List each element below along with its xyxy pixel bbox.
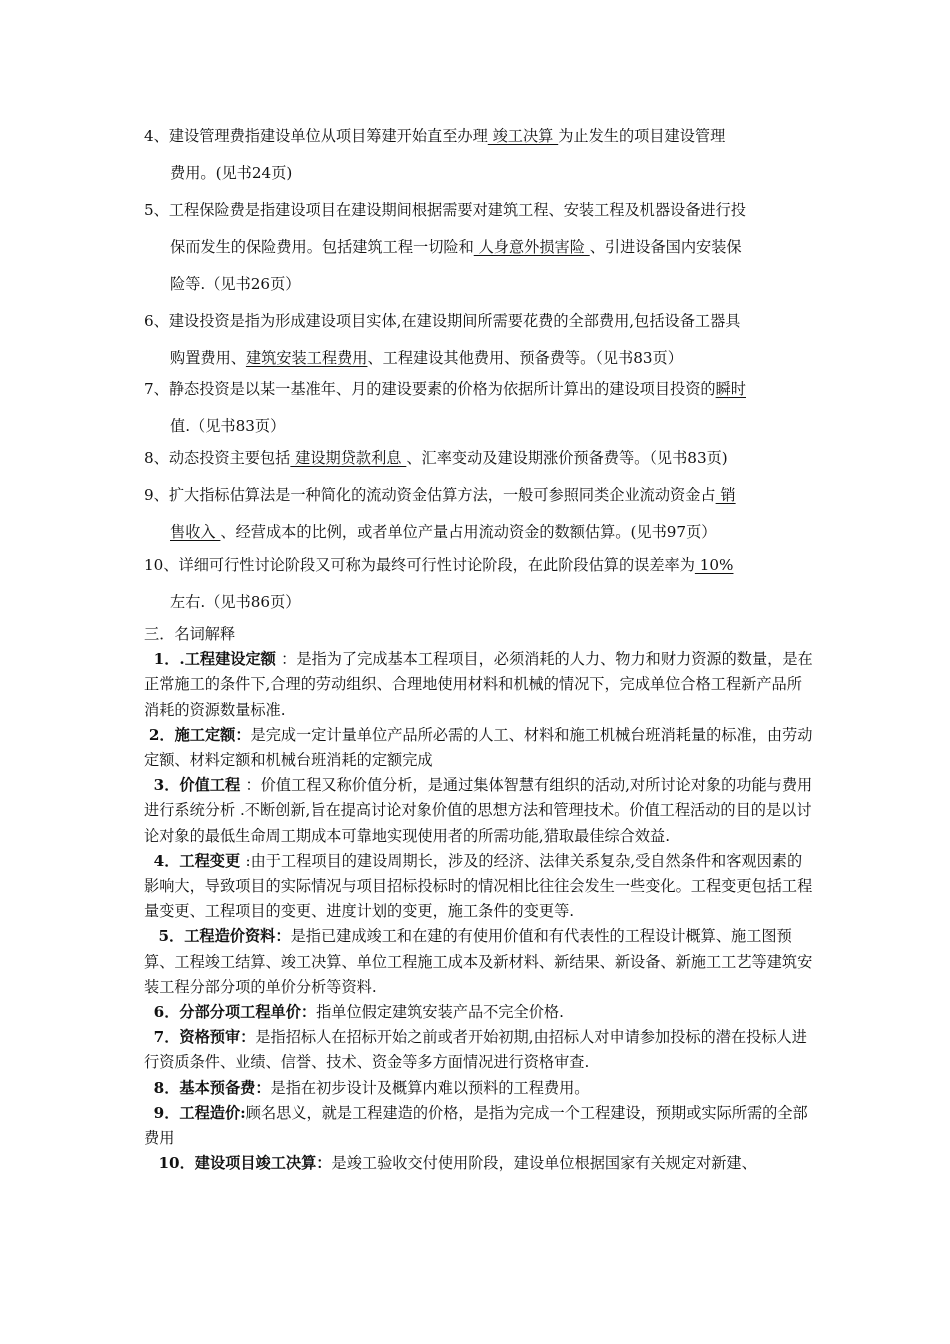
- section-title: 三．名词解释: [144, 625, 236, 643]
- term-label: 5．工程造价资料：: [158, 927, 291, 946]
- answer-underlined: 销: [715, 486, 736, 504]
- term-label: 4．工程变更: [153, 851, 246, 870]
- fill-item-9: [144, 477, 809, 551]
- answer-underlined: 建设期贷款利息: [290, 449, 407, 467]
- term-text: 顾名思义，就是工程建造的价格，是指为完成一个工程建设，预期或实际所需的全部费用: [144, 1103, 808, 1148]
- fill-item-7: [144, 371, 809, 445]
- term-text: 是竣工验收交付使用阶段，建设单位根据国家有关规定对新建、: [331, 1154, 757, 1173]
- term-item-5: [144, 924, 816, 1000]
- fill-item-10: [144, 547, 809, 621]
- fill-item-6: [144, 303, 809, 377]
- item-number: 5、: [144, 201, 169, 219]
- term-label: 8．基本预备费：: [153, 1078, 271, 1097]
- item-number: 10、: [144, 556, 179, 574]
- term-item-1: [144, 647, 816, 723]
- item-text: 静态投资是以某一基准年、月的建设要素的价格为依据所计算出的建设项目投资的: [168, 380, 716, 398]
- item-continuation: 费用。(见书24页): [170, 164, 293, 182]
- item-continuation: 险等.（见书26页）: [170, 275, 301, 293]
- term-label: 10．建设项目竣工决算：: [158, 1154, 332, 1173]
- term-text: ：价值工程又称价值分析，是通过集体智慧有组织的活动,对所讨论对象的功能与费用进行系统分析 .不断创新,旨在提高讨论对象价值的思想方法和管理技术。价值工程活动的目的是以讨论对象的最低生命周工期成本可靠地实现使用者的所需功能,猎取最佳综合效益.: [144, 776, 813, 845]
- item-continuation: 左右.（见书86页）: [170, 593, 301, 611]
- term-label: 3．价值工程: [153, 776, 246, 795]
- item-text: 动态投资主要包括: [168, 449, 291, 467]
- answer-underlined: 10%: [694, 556, 734, 574]
- fill-item-5: [144, 192, 809, 303]
- term-item-4: [144, 849, 816, 925]
- item-text: 为止发生的项目建设管理: [558, 127, 726, 145]
- term-text: 是指已建成竣工和在建的有使用价值和有代表性的工程设计概算、施工图预算、工程竣工结算、竣工决算、单位工程施工成本及新材料、新结果、新设备、新施工工艺等建筑安装工程分部分项的单价分析等资料.: [144, 927, 813, 996]
- term-item-3: [144, 773, 816, 849]
- term-item-2: [144, 723, 816, 773]
- item-text: 保而发生的保险费用。包括建筑工程一切险和: [170, 238, 474, 256]
- answer-underlined: 售收入: [170, 523, 221, 541]
- answer-underlined: 竣工决算: [487, 127, 559, 145]
- item-text: 、汇率变动及建设期涨价预备费等。（见书83页): [406, 449, 728, 467]
- fill-item-4: [144, 118, 809, 192]
- term-label: 6．分部分项工程单价：: [153, 1003, 317, 1022]
- term-text: :由于工程项目的建设周期长，涉及的经济、法律关系复杂,受自然条件和客观因素的影响大，导致项目的实际情况与项目招标投标时的情况相比往往会发生一些变化。工程变更包括工程量变更、工程项目的变更、进度计划的变更，施工条件的变更等.: [144, 851, 813, 921]
- term-item-10: [144, 1151, 816, 1176]
- item-number: 7、: [144, 380, 169, 398]
- answer-underlined: 人身意外损害险: [473, 238, 590, 256]
- fill-item-8: [144, 440, 809, 477]
- item-text: 购置费用、: [170, 349, 246, 367]
- item-text: 、引进设备国内安装保: [589, 238, 742, 256]
- item-text: 详细可行性讨论阶段又可称为最终可行性讨论阶段，在此阶段估算的误差率为: [178, 556, 695, 574]
- item-number: 6、: [144, 312, 169, 330]
- term-text: 是指招标人在招标开始之前或者开始初期,由招标人对申请参加投标的潜在投标人进行资质条件、业绩、信誉、技术、资金等多方面情况进行资格审查.: [144, 1028, 807, 1072]
- item-text: 建设投资是指为形成建设项目实体,在建设期间所需要花费的全部费用,包括设备工器具: [168, 312, 741, 330]
- term-label: 9．工程造价:: [153, 1103, 246, 1122]
- answer-underlined: 瞬时: [715, 380, 746, 398]
- term-text: 是指在初步设计及概算内难以预料的工程费用。: [270, 1078, 590, 1097]
- item-text: 扩大指标估算法是一种简化的流动资金估算方法，一般可参照同类企业流动资金占: [168, 486, 716, 504]
- term-item-7: [144, 1025, 816, 1075]
- item-text: 、工程建设其他费用、预备费等。（见书83页）: [367, 349, 683, 367]
- term-text: 指单位假定建筑安装产品不完全价格.: [316, 1003, 564, 1022]
- term-text: ：是指为了完成基本工程项目，必须消耗的人力、物力和财力资源的数量，是在正常施工的条件下,合理的劳动组织、合理地使用材料和机械的情况下，完成单位合格工程新产品所消耗的资源数量标准.: [144, 650, 813, 719]
- answer-underlined: 建筑安装工程费用: [245, 349, 368, 367]
- item-text: 、经营成本的比例，或者单位产量占用流动资金的数额估算。(见书97页）: [220, 523, 717, 541]
- term-item-8: [144, 1076, 816, 1101]
- item-continuation: 值.（见书83页）: [170, 417, 286, 435]
- item-text: 建设管理费指建设单位从项目筹建开始直至办理: [168, 127, 488, 145]
- term-definitions: [144, 622, 816, 1176]
- term-item-6: [144, 1000, 816, 1025]
- term-label: 2．施工定额：: [148, 725, 251, 744]
- item-text: 工程保险费是指建设项目在建设期间根据需要对建筑工程、安装工程及机器设备进行投: [168, 201, 746, 219]
- term-label: 1．.工程建设定额: [153, 650, 282, 669]
- term-item-9: [144, 1101, 816, 1151]
- term-label: 7．资格预审：: [153, 1028, 256, 1047]
- item-number: 4、: [144, 127, 169, 145]
- item-continuation: [144, 514, 809, 551]
- item-number: 8、: [144, 449, 169, 467]
- item-continuation: [144, 229, 809, 266]
- term-text: 是完成一定计量单位产品所必需的人工、材料和施工机械台班消耗量的标准，由劳动定额、材料定额和机械台班消耗的定额完成: [144, 725, 813, 770]
- item-number: 9、: [144, 486, 169, 504]
